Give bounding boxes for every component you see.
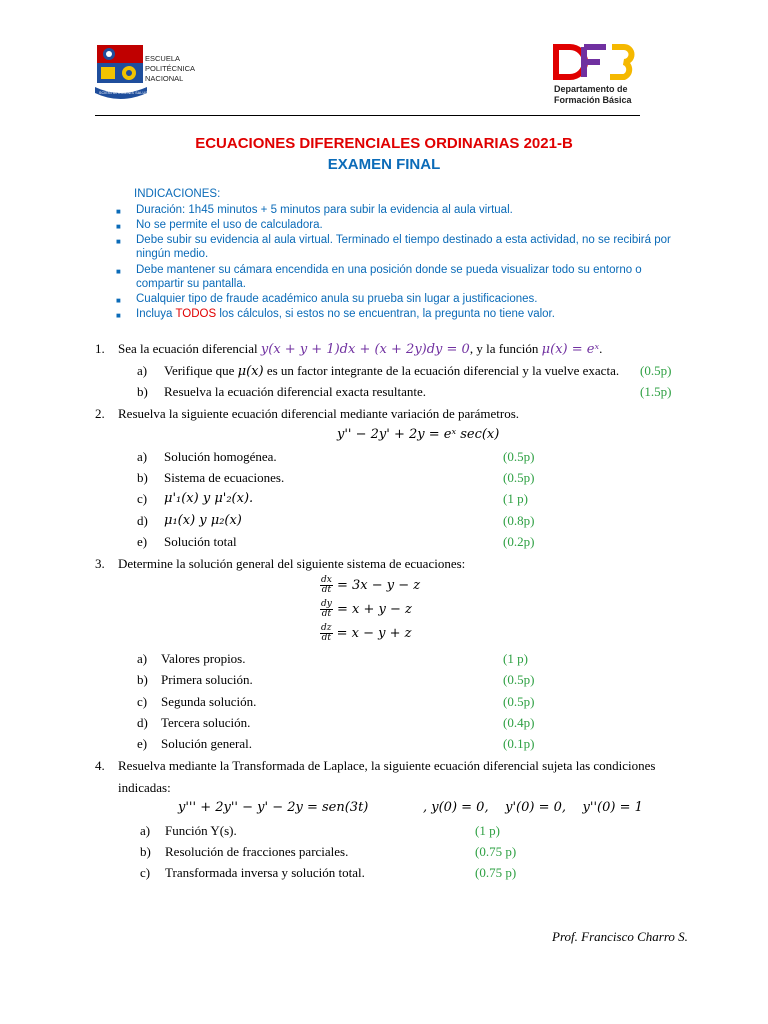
item-text: Solución homogénea. — [164, 449, 277, 464]
q4-equation: y''' + 2y'' − y' − 2y = sen(3t) — [178, 800, 369, 815]
item-text: Tercera solución. — [161, 715, 251, 730]
item-points: (0.75 p) — [475, 844, 517, 859]
indication-item: Duración: 1h45 minutos + 5 minutos para subir la evidencia al aula virtual. — [136, 204, 513, 216]
derivative-denominator: dt — [321, 633, 331, 643]
equation-rhs: = 3x − y − z — [336, 578, 421, 593]
item-label: a) — [137, 651, 148, 666]
item-label: b) — [137, 470, 148, 485]
item-points: (0.5p) — [640, 363, 672, 378]
item-text: μ'₁(x) y μ'₂(x). — [164, 491, 254, 506]
epn-name-line: ESCUELA — [145, 54, 181, 63]
item-points: (0.75 p) — [475, 865, 517, 880]
indication-item: No se permite el uso de calculadora. — [136, 219, 323, 231]
item-text: Verifique que — [164, 363, 235, 378]
item-label: c) — [137, 694, 148, 709]
item-text: Segunda solución. — [161, 694, 257, 709]
question-text: Determine la solución general del siguiente sistema de ecuaciones: — [118, 556, 466, 571]
q2-equation: y'' − 2y' + 2y = eˣ sec(x) — [337, 427, 500, 442]
derivative-numerator: dy — [321, 599, 332, 609]
item-label: e) — [137, 534, 148, 549]
item-label: b) — [140, 844, 151, 859]
indication-text: los cálculos, si estos no se encuentran, la pregunta no tiene valor. — [219, 308, 555, 320]
item-label: d) — [137, 715, 148, 730]
indication-item-cont: ningún medio. — [136, 248, 209, 260]
item-text: es un factor integrante de la ecuación diferencial y la vuelve exacta. — [266, 363, 620, 378]
derivative-denominator: dt — [321, 609, 332, 619]
question-number: 4. — [95, 758, 105, 773]
equation-rhs: = x − y + z — [336, 626, 412, 641]
item-points: (0.8p) — [503, 513, 535, 528]
q1-item-a — [164, 363, 619, 379]
question-text: Resuelva mediante la Transformada de Laplace, la siguiente ecuación diferencial sujeta las condiciones — [118, 758, 656, 773]
item-label: a) — [137, 363, 148, 378]
indication-text: Incluya — [136, 308, 173, 320]
bullet-icon: ■ — [116, 267, 121, 276]
indication-item — [136, 308, 555, 320]
item-label: a) — [140, 823, 151, 838]
item-text: Resolución de fracciones parciales. — [165, 844, 349, 859]
indication-item: Cualquier tipo de fraude académico anula su prueba sin lugar a justificaciones. — [136, 293, 538, 305]
item-text: Valores propios. — [161, 651, 246, 666]
indication-item: Debe subir su evidencia al aula virtual. Terminado el tiempo destinado a esta actividad, no se recibirá por — [136, 234, 671, 246]
item-text: Resuelva la ecuación diferencial exacta resultante. — [164, 384, 427, 399]
epn-name-line: POLITÉCNICA — [145, 64, 196, 73]
item-label: b) — [137, 672, 148, 687]
item-label: c) — [140, 865, 151, 880]
dfb-logo — [548, 43, 648, 107]
question-text: indicadas: — [118, 780, 171, 795]
question-number: 3. — [95, 556, 105, 571]
bullet-icon: ■ — [116, 311, 121, 320]
q1-equation: y(x + y + 1)dx + (x + 2y)dy = 0 — [260, 342, 470, 357]
item-text: μ₁(x) y μ₂(x) — [164, 513, 242, 528]
dfb-line: Formación Básica — [554, 95, 632, 105]
dfb-line: Departamento de — [554, 84, 628, 94]
item-text: Solución total — [164, 534, 237, 549]
item-points: (1 p) — [503, 491, 528, 506]
bullet-icon: ■ — [116, 222, 121, 231]
item-points: (1.5p) — [640, 384, 672, 399]
question-1-text — [118, 341, 602, 357]
derivative-denominator: dt — [321, 585, 332, 595]
question-number: 2. — [95, 406, 105, 421]
question-number: 1. — [95, 341, 105, 356]
item-points: (0.4p) — [503, 715, 535, 730]
item-label: d) — [137, 513, 148, 528]
item-points: (0.5p) — [503, 470, 535, 485]
bullet-icon: ■ — [116, 207, 121, 216]
system-equation — [320, 624, 412, 643]
item-label: c) — [137, 491, 148, 506]
system-equation — [320, 576, 420, 595]
dfb-logo-icon — [548, 43, 638, 81]
item-label: b) — [137, 384, 148, 399]
bullet-icon: ■ — [116, 237, 121, 246]
indication-emphasis: TODOS — [175, 308, 217, 320]
item-points: (0.1p) — [503, 736, 535, 751]
item-label: e) — [137, 736, 148, 751]
system-equation — [320, 600, 412, 619]
question-text: Sea la ecuación diferencial — [118, 341, 258, 356]
item-points: (0.5p) — [503, 672, 535, 687]
item-text: Función Y(s). — [165, 823, 237, 838]
question-text: Resuelva la siguiente ecuación diferencial mediante variación de parámetros. — [118, 406, 520, 421]
item-label: a) — [137, 449, 148, 464]
bullet-icon: ■ — [116, 296, 121, 305]
item-points: (1 p) — [475, 823, 500, 838]
indication-item: Debe mantener su cámara encendida en una posición donde se pueda visualizar todo su entorno o — [136, 264, 642, 276]
item-text: Sistema de ecuaciones. — [164, 470, 285, 485]
item-points: (0.5p) — [503, 694, 535, 709]
derivative-numerator: dx — [321, 575, 332, 585]
question-text: . — [599, 341, 603, 356]
derivative-numerator: dz — [321, 623, 332, 633]
epn-name-line: NACIONAL — [145, 74, 184, 83]
item-points: (0.5p) — [503, 449, 535, 464]
item-math: μ(x) — [237, 364, 264, 379]
header-divider — [95, 115, 640, 116]
exam-title: ECUACIONES DIFERENCIALES ORDINARIAS 2021-B — [195, 135, 573, 152]
indication-item-cont: compartir su pantalla. — [136, 278, 246, 290]
epn-banner: SCIENTIA HOMINIS SALUS — [99, 91, 148, 95]
question-text: , y la función — [469, 341, 539, 356]
item-text: Solución general. — [161, 736, 252, 751]
q1-mu-function: μ(x) = eˣ — [541, 342, 600, 357]
indications-heading: INDICACIONES: — [134, 188, 221, 200]
item-points: (1 p) — [503, 651, 528, 666]
q4-conditions: , y(0) = 0, y'(0) = 0, y''(0) = 1 — [423, 800, 643, 815]
item-text: Primera solución. — [161, 672, 253, 687]
signature: Prof. Francisco Charro S. — [552, 929, 688, 944]
equation-rhs: = x + y − z — [337, 602, 412, 617]
epn-logo — [95, 43, 205, 105]
item-points: (0.2p) — [503, 534, 535, 549]
exam-subtitle: EXAMEN FINAL — [327, 156, 441, 173]
item-text: Transformada inversa y solución total. — [165, 865, 365, 880]
